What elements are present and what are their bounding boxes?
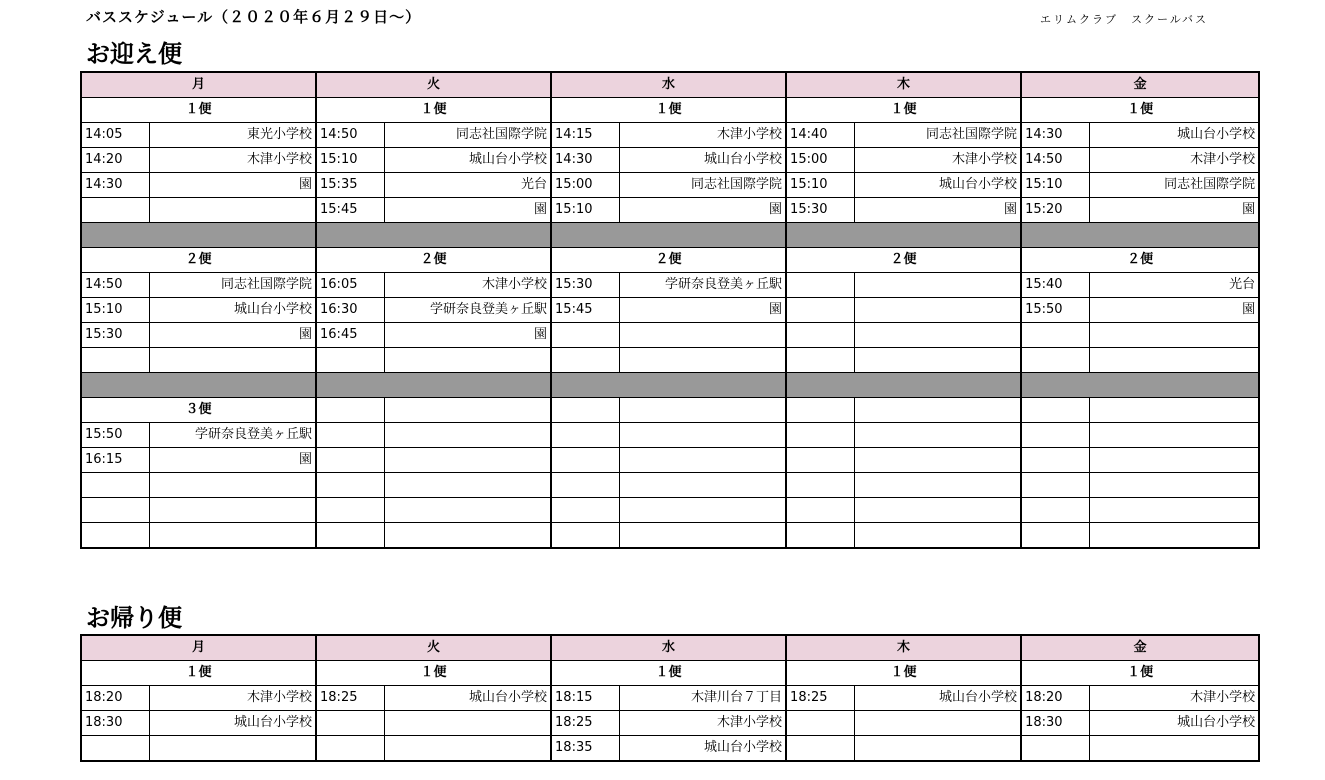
time-cell [1021, 473, 1089, 498]
time-cell: 15:10 [1021, 173, 1089, 198]
trip-label: ２便 [1021, 248, 1259, 273]
time-cell: 16:30 [316, 298, 384, 323]
stop-cell [619, 498, 786, 523]
time-cell [1021, 348, 1089, 373]
separator-cell [316, 373, 551, 398]
time-cell [316, 498, 384, 523]
stop-cell: 園 [149, 323, 316, 348]
time-cell [786, 736, 854, 762]
time-cell [551, 448, 619, 473]
stop-cell: 同志社国際学院 [619, 173, 786, 198]
stop-cell [1089, 473, 1259, 498]
stop-cell [619, 348, 786, 373]
time-cell: 15:00 [786, 148, 854, 173]
return-section-title: お帰り便 [86, 604, 182, 632]
time-cell [81, 198, 149, 223]
time-cell: 14:30 [1021, 123, 1089, 148]
day-header-row [81, 72, 1259, 98]
separator-cell [551, 223, 786, 248]
stop-cell [619, 398, 786, 423]
trip-label: １便 [551, 661, 786, 686]
stop-cell: 木津小学校 [149, 148, 316, 173]
stop-cell [1089, 736, 1259, 762]
stop-cell: 同志社国際学院 [384, 123, 551, 148]
time-cell [786, 523, 854, 549]
time-cell: 15:10 [551, 198, 619, 223]
organization-name: エリムクラブ スクールバス [1040, 13, 1209, 26]
day-header: 月 [81, 72, 316, 98]
time-cell: 18:15 [551, 686, 619, 711]
time-cell [551, 323, 619, 348]
trip-label: １便 [81, 661, 316, 686]
stop-cell: 城山台小学校 [149, 298, 316, 323]
stop-cell [384, 448, 551, 473]
separator-row [81, 373, 1259, 398]
table-row [81, 323, 1259, 348]
time-cell: 15:45 [316, 198, 384, 223]
stop-cell [1089, 498, 1259, 523]
stop-cell [854, 711, 1021, 736]
stop-cell: 園 [854, 198, 1021, 223]
trip-label: ２便 [786, 248, 1021, 273]
stop-cell [1089, 398, 1259, 423]
table-row [81, 398, 1259, 423]
table-row [81, 173, 1259, 198]
time-cell: 14:15 [551, 123, 619, 148]
stop-cell: 園 [384, 323, 551, 348]
stop-cell [854, 348, 1021, 373]
stop-cell: 園 [149, 448, 316, 473]
time-cell: 15:30 [786, 198, 854, 223]
stop-cell [384, 348, 551, 373]
stop-cell: 城山台小学校 [384, 148, 551, 173]
separator-cell [1021, 223, 1259, 248]
time-cell: 14:50 [316, 123, 384, 148]
stop-cell [854, 273, 1021, 298]
trip-label: １便 [786, 98, 1021, 123]
table-row [81, 523, 1259, 549]
stop-cell [384, 498, 551, 523]
stop-cell: 木津小学校 [149, 686, 316, 711]
pickup-section-title: お迎え便 [86, 40, 182, 68]
time-cell [81, 523, 149, 549]
table-row [81, 298, 1259, 323]
trip-label: １便 [1021, 661, 1259, 686]
stop-cell [384, 473, 551, 498]
stop-cell: 木津小学校 [384, 273, 551, 298]
time-cell: 18:25 [551, 711, 619, 736]
time-cell [81, 498, 149, 523]
stop-cell: 同志社国際学院 [854, 123, 1021, 148]
time-cell: 15:20 [1021, 198, 1089, 223]
time-cell: 18:35 [551, 736, 619, 762]
time-cell [316, 523, 384, 549]
stop-cell: 木津小学校 [619, 123, 786, 148]
trip-label: １便 [316, 98, 551, 123]
time-cell: 15:50 [1021, 298, 1089, 323]
stop-cell: 同志社国際学院 [149, 273, 316, 298]
stop-cell: 城山台小学校 [1089, 123, 1259, 148]
time-cell: 18:30 [81, 711, 149, 736]
time-cell [551, 498, 619, 523]
table-row [81, 123, 1259, 148]
table-row [81, 98, 1259, 123]
stop-cell [1089, 348, 1259, 373]
stop-cell: 城山台小学校 [384, 686, 551, 711]
stop-cell [149, 736, 316, 762]
time-cell [316, 711, 384, 736]
time-cell [786, 398, 854, 423]
table-row [81, 661, 1259, 686]
table-row [81, 348, 1259, 373]
time-cell: 14:30 [81, 173, 149, 198]
separator-cell [551, 373, 786, 398]
stop-cell [384, 423, 551, 448]
time-cell [81, 473, 149, 498]
stop-cell [149, 498, 316, 523]
stop-cell: 木津小学校 [619, 711, 786, 736]
time-cell: 18:20 [81, 686, 149, 711]
trip-label: １便 [81, 98, 316, 123]
day-header: 金 [1021, 72, 1259, 98]
stop-cell [149, 523, 316, 549]
stop-cell: 城山台小学校 [619, 148, 786, 173]
stop-cell [1089, 448, 1259, 473]
table-row [81, 498, 1259, 523]
trip-label: ２便 [81, 248, 316, 273]
time-cell [786, 298, 854, 323]
day-header: 月 [81, 635, 316, 661]
trip-label: ３便 [81, 398, 316, 423]
time-cell: 14:50 [81, 273, 149, 298]
stop-cell [854, 423, 1021, 448]
stop-cell [149, 348, 316, 373]
time-cell: 15:00 [551, 173, 619, 198]
time-cell [1021, 448, 1089, 473]
time-cell [316, 348, 384, 373]
time-cell [786, 423, 854, 448]
time-cell [1021, 323, 1089, 348]
table-row [81, 473, 1259, 498]
time-cell [81, 736, 149, 762]
stop-cell: 木津川台７丁目 [619, 686, 786, 711]
table-row [81, 423, 1259, 448]
stop-cell: 学研奈良登美ヶ丘駅 [384, 298, 551, 323]
day-header: 金 [1021, 635, 1259, 661]
time-cell [551, 523, 619, 549]
stop-cell: 東光小学校 [149, 123, 316, 148]
time-cell [786, 323, 854, 348]
time-cell: 15:50 [81, 423, 149, 448]
separator-cell [81, 373, 316, 398]
time-cell: 16:05 [316, 273, 384, 298]
stop-cell: 光台 [384, 173, 551, 198]
time-cell: 15:10 [786, 173, 854, 198]
time-cell [1021, 423, 1089, 448]
table-row [81, 248, 1259, 273]
time-cell: 15:35 [316, 173, 384, 198]
separator-cell [81, 223, 316, 248]
time-cell: 15:40 [1021, 273, 1089, 298]
trip-label: １便 [316, 661, 551, 686]
table-row [81, 711, 1259, 736]
time-cell [551, 423, 619, 448]
time-cell: 15:30 [551, 273, 619, 298]
time-cell [1021, 398, 1089, 423]
time-cell: 15:30 [81, 323, 149, 348]
time-cell [786, 348, 854, 373]
stop-cell [854, 398, 1021, 423]
day-header: 水 [551, 635, 786, 661]
time-cell: 15:10 [81, 298, 149, 323]
table-row [81, 686, 1259, 711]
stop-cell: 園 [1089, 198, 1259, 223]
time-cell: 18:25 [786, 686, 854, 711]
time-cell: 14:50 [1021, 148, 1089, 173]
stop-cell: 木津小学校 [1089, 686, 1259, 711]
stop-cell [854, 736, 1021, 762]
stop-cell [384, 736, 551, 762]
stop-cell: 園 [384, 198, 551, 223]
stop-cell [149, 473, 316, 498]
stop-cell: 園 [619, 198, 786, 223]
stop-cell: 園 [149, 173, 316, 198]
stop-cell [854, 448, 1021, 473]
stop-cell: 城山台小学校 [619, 736, 786, 762]
stop-cell [854, 298, 1021, 323]
time-cell: 14:05 [81, 123, 149, 148]
time-cell [1021, 498, 1089, 523]
time-cell [551, 473, 619, 498]
stop-cell [149, 198, 316, 223]
stop-cell [1089, 423, 1259, 448]
trip-label: ２便 [551, 248, 786, 273]
stop-cell [854, 323, 1021, 348]
stop-cell: 城山台小学校 [854, 686, 1021, 711]
trip-label: １便 [1021, 98, 1259, 123]
time-cell: 16:15 [81, 448, 149, 473]
day-header-row [81, 635, 1259, 661]
stop-cell [619, 423, 786, 448]
day-header: 火 [316, 635, 551, 661]
time-cell: 18:30 [1021, 711, 1089, 736]
trip-label: ２便 [316, 248, 551, 273]
separator-cell [786, 223, 1021, 248]
stop-cell: 光台 [1089, 273, 1259, 298]
day-header: 木 [786, 635, 1021, 661]
time-cell: 15:45 [551, 298, 619, 323]
stop-cell [854, 473, 1021, 498]
stop-cell: 木津小学校 [1089, 148, 1259, 173]
stop-cell: 園 [1089, 298, 1259, 323]
time-cell [551, 398, 619, 423]
time-cell: 14:20 [81, 148, 149, 173]
table-row [81, 736, 1259, 762]
time-cell [786, 448, 854, 473]
time-cell [316, 398, 384, 423]
time-cell [786, 473, 854, 498]
day-header: 木 [786, 72, 1021, 98]
stop-cell [619, 323, 786, 348]
stop-cell: 園 [619, 298, 786, 323]
day-header: 水 [551, 72, 786, 98]
stop-cell [1089, 323, 1259, 348]
time-cell: 15:10 [316, 148, 384, 173]
stop-cell [384, 711, 551, 736]
table-row [81, 448, 1259, 473]
stop-cell [854, 523, 1021, 549]
stop-cell [619, 523, 786, 549]
stop-cell [854, 498, 1021, 523]
time-cell: 18:25 [316, 686, 384, 711]
time-cell [316, 473, 384, 498]
time-cell: 14:30 [551, 148, 619, 173]
stop-cell: 学研奈良登美ヶ丘駅 [149, 423, 316, 448]
table-row [81, 148, 1259, 173]
time-cell: 14:40 [786, 123, 854, 148]
stop-cell: 城山台小学校 [854, 173, 1021, 198]
time-cell: 18:20 [1021, 686, 1089, 711]
table-row [81, 273, 1259, 298]
stop-cell: 同志社国際学院 [1089, 173, 1259, 198]
return-schedule-table [80, 634, 1260, 762]
time-cell [316, 736, 384, 762]
stop-cell [619, 473, 786, 498]
time-cell [786, 711, 854, 736]
time-cell [316, 423, 384, 448]
time-cell [316, 448, 384, 473]
stop-cell [1089, 523, 1259, 549]
stop-cell: 城山台小学校 [149, 711, 316, 736]
separator-cell [1021, 373, 1259, 398]
time-cell [786, 498, 854, 523]
trip-label: １便 [551, 98, 786, 123]
separator-row [81, 223, 1259, 248]
separator-cell [786, 373, 1021, 398]
separator-cell [316, 223, 551, 248]
time-cell [1021, 736, 1089, 762]
stop-cell: 城山台小学校 [1089, 711, 1259, 736]
time-cell [1021, 523, 1089, 549]
stop-cell [384, 398, 551, 423]
time-cell: 16:45 [316, 323, 384, 348]
table-row [81, 198, 1259, 223]
stop-cell [619, 448, 786, 473]
stop-cell: 木津小学校 [854, 148, 1021, 173]
document-title: バススケジュール（２０２０年６月２９日〜） [86, 8, 422, 26]
time-cell [551, 348, 619, 373]
stop-cell [384, 523, 551, 549]
trip-label: １便 [786, 661, 1021, 686]
time-cell [786, 273, 854, 298]
time-cell [81, 348, 149, 373]
pickup-schedule-table [80, 71, 1260, 549]
day-header: 火 [316, 72, 551, 98]
stop-cell: 学研奈良登美ヶ丘駅 [619, 273, 786, 298]
